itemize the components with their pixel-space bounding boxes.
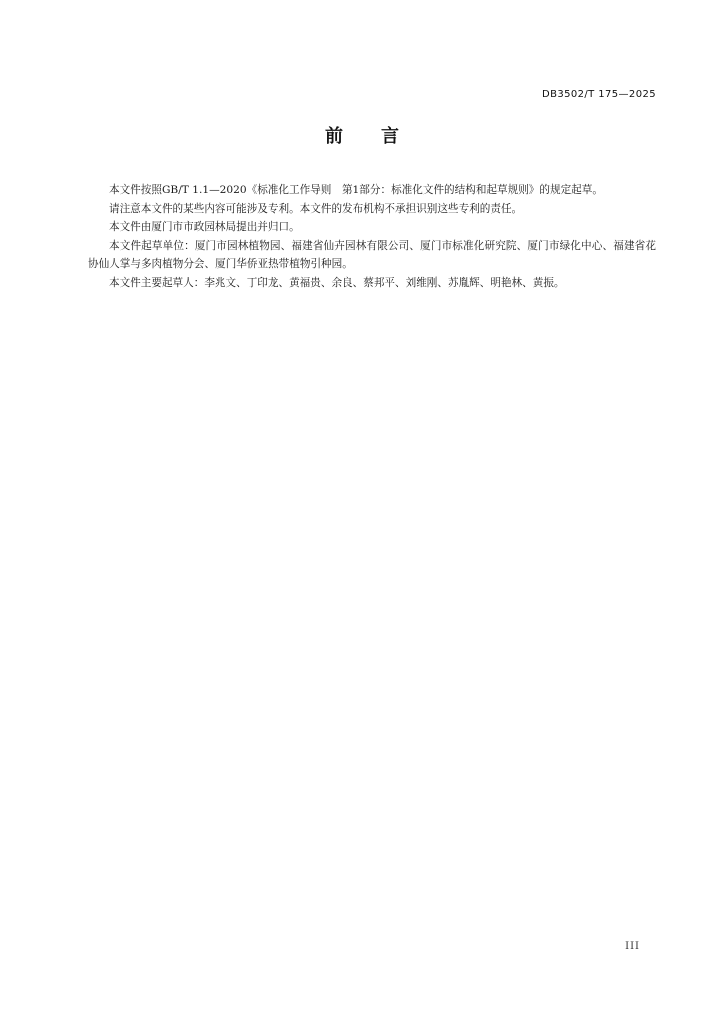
paragraph-drafters: 本文件主要起草人：李兆文、丁印龙、黄福贵、余良、蔡邦平、刘维刚、苏胤辉、明艳林、黄振。 <box>109 276 565 289</box>
paragraph-drafting-rules: 本文件按照GB/T 1.1—2020《标准化工作导则 第1部分：标准化文件的结构和起草规则》的规定起草。 <box>109 184 603 196</box>
foreword-body <box>88 181 656 293</box>
paragraph-proposer: 本文件由厦门市市政园林局提出并归口。 <box>109 221 300 234</box>
paragraph-patent-notice: 请注意本文件的某些内容可能涉及专利。本文件的发布机构不承担识别这些专利的责任。 <box>109 202 523 215</box>
page-number: III <box>625 941 640 952</box>
paragraph-drafting-units: 本文件起草单位：厦门市园林植物园、福建省仙卉园林有限公司、厦门市标准化研究院、厦门市绿化中心、福建省花协仙人掌与多肉植物分会、厦门华侨亚热带植物引种园。 <box>88 239 656 271</box>
page-title: 前言 <box>325 126 437 147</box>
document-number: DB3502/T 175—2025 <box>541 89 656 100</box>
